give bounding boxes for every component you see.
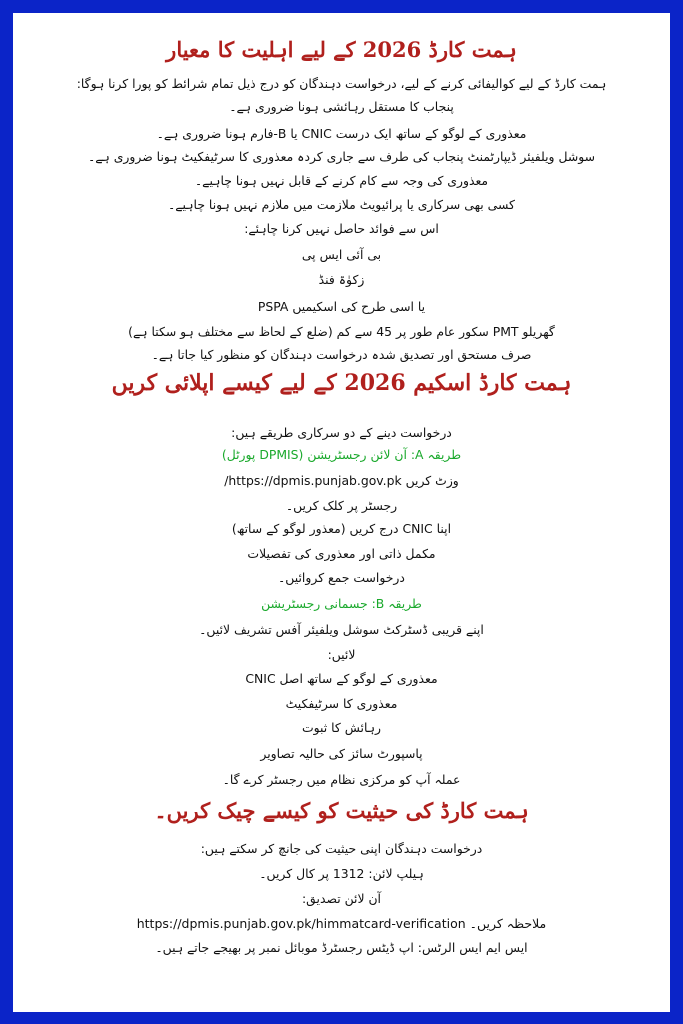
apply-step: اپنا CNIC درج کریں (معذور لوگو کے ساتھ) [231, 521, 452, 536]
eligibility-subitem: بی آئی ایس پی [301, 247, 382, 262]
eligibility-item: کسی بھی سرکاری یا پرائیویٹ ملازمت میں ملازم نہیں ہونا چاہیے۔ [168, 197, 515, 212]
method-a-heading: طریقہ A: آن لائن رجسٹریشن (DPMIS پورٹل) [221, 447, 462, 462]
apply-intro: درخواست دینے کے دو سرکاری طریقے ہیں: [231, 425, 452, 440]
apply-step: درخواست جمع کروائیں۔ [278, 570, 405, 585]
method-b-heading: طریقہ B: جسمانی رجسٹریشن [261, 596, 422, 611]
document-item: رہائش کا ثبوت [301, 720, 382, 735]
document-item: پاسپورٹ سائز کی حالیہ تصاویر [260, 746, 423, 761]
document-item: معذوری کا سرٹیفکیٹ [285, 696, 398, 711]
apply-step: رجسٹر پر کلک کریں۔ [285, 498, 398, 513]
eligibility-note: صرف مستحق اور تصدیق شدہ درخواست دہندگان کو منظور کیا جاتا ہے۔ [151, 347, 532, 362]
eligibility-item: معذوری کے لوگو کے ساتھ ایک درست CNIC یا B-فارم ہونا ضروری ہے۔ [156, 126, 527, 141]
status-title: ہمت کارڈ کی حیثیت کو کیسے چیک کریں۔ [154, 798, 529, 823]
apply-title: ہمت کارڈ اسکیم 2026 کے لیے کیسے اپلائی کریں [111, 370, 572, 396]
verification-url: https://dpmis.punjab.gov.pk/himmatcard-verification ملاحظہ کریں۔ [136, 916, 547, 931]
sms-alerts-text: ایس ایم ایس الرٹس: اپ ڈیٹس رجسٹرڈ موبائل نمبر پر بھیجے جاتے ہیں۔ [155, 940, 528, 955]
article-body [30, 13, 653, 1012]
apply-step: مکمل ذاتی اور معذوری کی تفصیلات [247, 546, 436, 561]
apply-step: وزٹ کریں https://dpmis.punjab.gov.pk/ [224, 473, 459, 488]
apply-step: اپنے قریبی ڈسٹرکٹ سوشل ویلفیئر آفس تشریف لائیں۔ [199, 622, 484, 637]
eligibility-item: معذوری کی وجہ سے کام کرنے کے قابل نہیں ہونا چاہیے۔ [194, 173, 489, 188]
eligibility-item: سوشل ویلفیئر ڈیپارٹمنٹ پنجاب کی طرف سے جاری کردہ معذوری کا سرٹیفکیٹ ہونا ضروری ہے۔ [87, 149, 596, 164]
apply-step: عملہ آپ کو مرکزی نظام میں رجسٹر کرے گا۔ [222, 772, 461, 787]
eligibility-item: اس سے فوائد حاصل نہیں کرنا چاہئے: [244, 221, 439, 236]
eligibility-item: پنجاب کا مستقل رہائشی ہونا ضروری ہے۔ [229, 99, 454, 114]
eligibility-title: ہمت کارڈ 2026 کے لیے اہلیت کا معیار [166, 37, 517, 62]
eligibility-item: گھریلو PMT سکور عام طور پر 45 سے کم (ضلع کے لحاظ سے مختلف ہو سکتا ہے) [128, 324, 555, 339]
online-verification-label: آن لائن تصدیق: [301, 891, 382, 906]
status-intro: درخواست دہندگان اپنی حیثیت کی جانچ کر سکتے ہیں: [200, 841, 483, 856]
apply-step: لائیں: [327, 647, 356, 662]
eligibility-intro: ہمت کارڈ کے لیے کوالیفائی کرنے کے لیے، درخواست دہندگان کو درج ذیل تمام شرائط کو پورا کرنا ہوگا: [76, 76, 607, 91]
document-item: معذوری کے لوگو کے ساتھ اصل CNIC [245, 671, 438, 686]
eligibility-subitem: زکوٰۃ فنڈ [318, 272, 365, 287]
eligibility-subitem: PSPA یا اسی طرح کی اسکیمیں [257, 299, 426, 314]
helpline-text: ہیلپ لائن: 1312 پر کال کریں۔ [259, 866, 424, 881]
